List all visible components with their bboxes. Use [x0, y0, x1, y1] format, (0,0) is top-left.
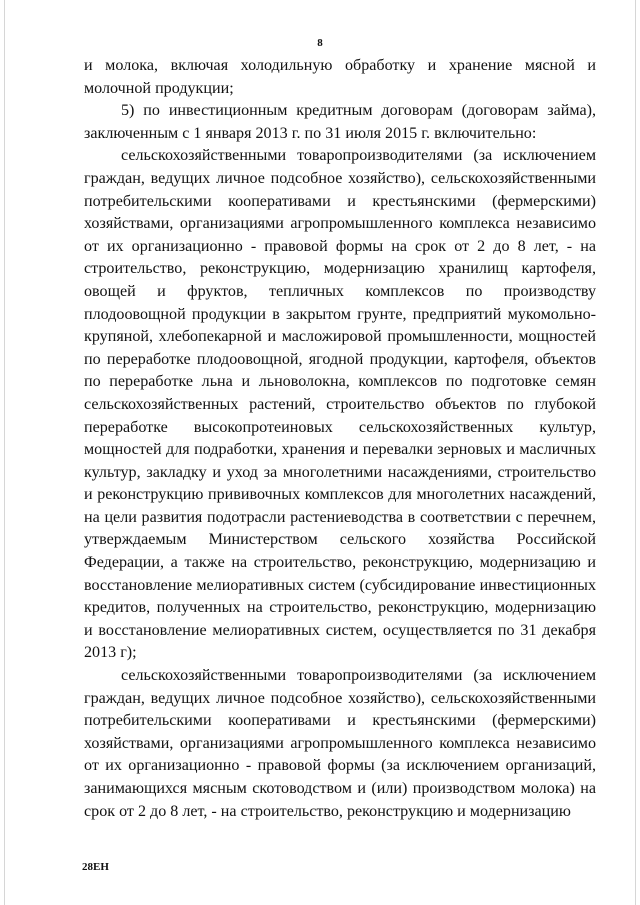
footer-code: 28ЕН — [82, 861, 109, 873]
body-text — [84, 55, 596, 823]
paragraph-continuation: и молока, включая холодильную обработку и хранение мясной и молочной продукции; — [84, 57, 596, 97]
page-left-edge — [4, 0, 5, 905]
paragraph-subitem-2: сельскохозяйственными товаропроизводителями (за исключением граждан, ведущих личное подсобное хозяйство), сельскохозяйственными потребительскими кооперативами и крестьянскими (фермерскими) хозяйствами, организациями агропромышленного комплекса независимо от их организационно - правовой формы (за исключением организаций, занимающихся мясным скотоводством и (или) производством молока) на срок от 2 до 8 лет, - на строительство, реконструкцию и модернизацию — [84, 667, 596, 820]
paragraph-subitem-1: сельскохозяйственными товаропроизводителями (за исключением граждан, ведущих личное подсобное хозяйство), сельскохозяйственными потребительскими кооперативами и крестьянскими (фермерскими) хозяйствами, организациями агропромышленного комплекса независимо от их организационно - правовой формы на срок от 2 до 8 лет, - на строительство, реконструкцию, модернизацию хранилищ картофеля, овощей и фруктов, тепличных комплексов по производству плодоовощной продукции в закрытом грунте, предприятий мукомольно-крупяной, хлебопекарной и масложировой промышленности, мощностей по переработке плодоовощной, ягодной продукции, картофеля, объектов по переработке льна и льноволокна, комплексов по подготовке семян сельскохозяйственных растений, строительство объектов по глубокой переработке высокопротеиновых сельскохозяйственных культур, мощностей для подработки, хранения и перевалки зерновых и масличных культур, закладку и уход за многолетними насаждениями, строительство и реконструкцию прививочных комплексов для многолетних насаждений, на цели развития подотрасли растениеводства в соответствии с перечнем, утверждаемым Министерством сельского хозяйства Российской Федерации, а также на строительство, реконструкцию, модернизацию и восстановление мелиоративных систем (субсидирование инвестиционных кредитов, полученных на строительство, реконструкцию, модернизацию и восстановление мелиоративных систем, осуществляется по 31 декабря 2013 г); — [84, 147, 596, 662]
page-right-edge — [635, 0, 636, 905]
page-number: 8 — [317, 37, 323, 49]
paragraph-item-5: 5) по инвестиционным кредитным договорам (договорам займа), заключенным с 1 января 2013 г. по 31 июля 2015 г. включительно: — [84, 102, 596, 142]
